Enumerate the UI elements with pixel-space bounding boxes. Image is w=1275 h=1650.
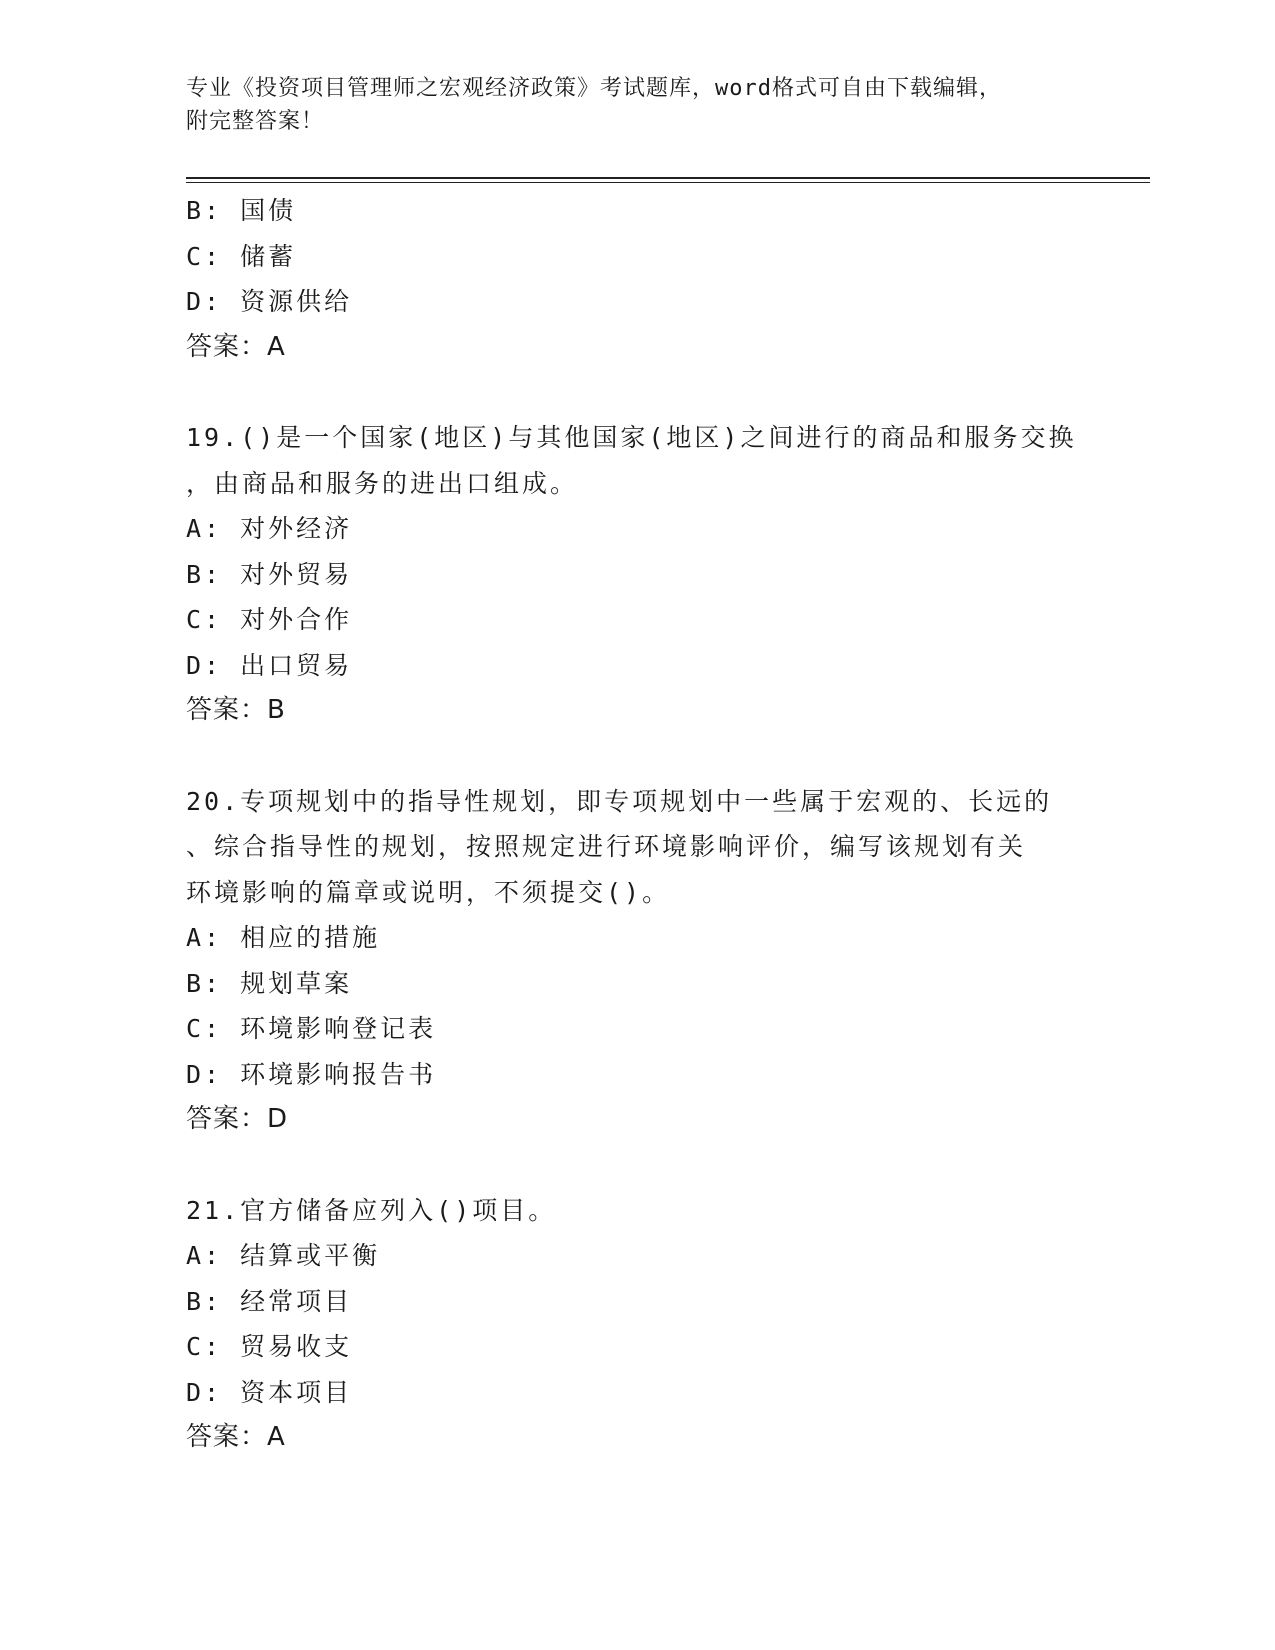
header-line-1: 专业《投资项目管理师之宏观经济政策》考试题库，word格式可自由下载编辑， (186, 76, 1002, 101)
header-rule-thin (186, 182, 1150, 183)
header-rule-thick (186, 177, 1150, 179)
option-b: B: 规划草案 (186, 968, 353, 998)
option-b: B: 对外贸易 (186, 559, 353, 589)
option-c: C: 储蓄 (186, 241, 297, 271)
question-20 (186, 779, 1086, 1143)
option-c: C: 环境影响登记表 (186, 1014, 437, 1043)
question-stem: 19.()是一个国家(地区)与其他国家(地区)之间进行的商品和服务交换 (186, 423, 1077, 452)
answer-line: 答案：A (186, 331, 286, 362)
question-stem: 20.专项规划中的指导性规划，即专项规划中一些属于宏观的、长远的 (186, 786, 1053, 816)
answer-line: 答案：D (186, 1104, 289, 1134)
option-a: A: 对外经济 (186, 514, 353, 543)
option-b: B: 经常项目 (186, 1286, 353, 1316)
option-a: A: 结算或平衡 (186, 1241, 381, 1270)
option-b: B: 国债 (186, 196, 297, 225)
option-d: D: 出口贸易 (186, 650, 353, 680)
option-c: C: 贸易收支 (186, 1332, 353, 1361)
question-stem: ，由商品和服务的进出口组成。 (186, 468, 579, 498)
option-d: D: 环境影响报告书 (186, 1059, 437, 1089)
question-stem: 21.官方储备应列入()项目。 (186, 1195, 557, 1225)
question-stem: 环境影响的篇章或说明，不须提交()。 (186, 877, 671, 907)
option-d: D: 资源供给 (186, 287, 353, 316)
option-c: C: 对外合作 (186, 605, 353, 634)
question-21 (186, 1188, 1086, 1461)
partial-question (186, 188, 1086, 370)
spacer (186, 370, 1086, 415)
document-header (186, 72, 1086, 138)
spacer (186, 734, 1086, 779)
question-list (186, 188, 1086, 1461)
question-stem: 、综合指导性的规划，按照规定进行环境影响评价，编写该规划有关 (186, 832, 1027, 861)
option-d: D: 资本项目 (186, 1377, 353, 1407)
header-line-2: 附完整答案！ (186, 109, 325, 134)
answer-line: 答案：A (186, 1422, 286, 1452)
option-a: A: 相应的措施 (186, 923, 381, 952)
spacer (186, 1143, 1086, 1188)
answer-line: 答案：B (186, 695, 286, 725)
question-19 (186, 415, 1086, 734)
